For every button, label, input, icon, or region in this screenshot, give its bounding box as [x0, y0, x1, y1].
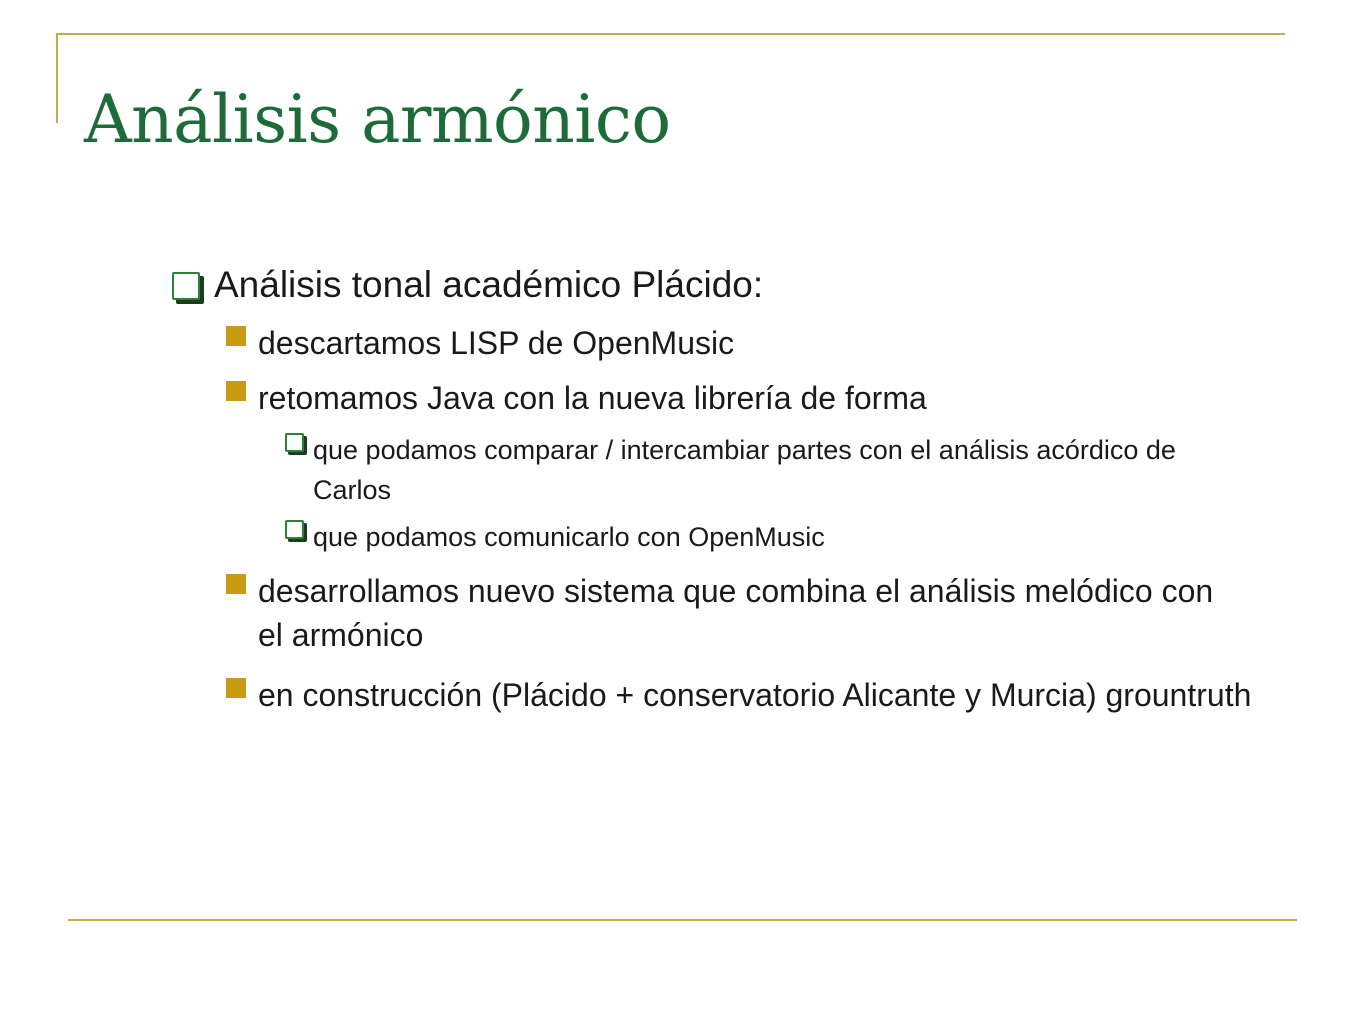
bottom-rule	[68, 919, 1297, 921]
bullet-text: desarrollamos nuevo sistema que combina el análisis melódico con el armónico	[258, 573, 1214, 653]
square-bullet-icon	[226, 574, 246, 594]
bullet-level2	[226, 673, 1326, 717]
bullet-level3	[285, 517, 1205, 557]
bullet-text: Análisis tonal académico Plácido:	[214, 264, 764, 305]
square-bullet-icon	[226, 678, 246, 698]
bullet-text: retomamos Java con la nueva librería de forma	[258, 380, 927, 416]
bullet-level2	[226, 569, 1226, 657]
bullet-level3	[285, 430, 1205, 510]
left-rule	[56, 33, 58, 123]
bullet-level2	[226, 321, 1306, 365]
bullet-level1	[172, 265, 1322, 305]
checkbox-icon	[172, 272, 200, 300]
bullet-level2	[226, 376, 1306, 420]
slide-title: Análisis armónico	[84, 81, 671, 158]
top-rule	[56, 33, 1285, 35]
bullet-text: en construcción (Plácido + conservatorio Alicante y Murcia) grountruth	[258, 677, 1252, 713]
bullet-text: que podamos comparar / intercambiar partes con el análisis acórdico de Carlos	[313, 435, 1176, 505]
square-bullet-icon	[226, 381, 246, 401]
bullet-text: descartamos LISP de OpenMusic	[258, 325, 735, 361]
checkbox-icon	[285, 520, 304, 539]
checkbox-icon	[285, 433, 304, 452]
square-bullet-icon	[226, 326, 246, 346]
bullet-text: que podamos comunicarlo con OpenMusic	[313, 522, 825, 552]
